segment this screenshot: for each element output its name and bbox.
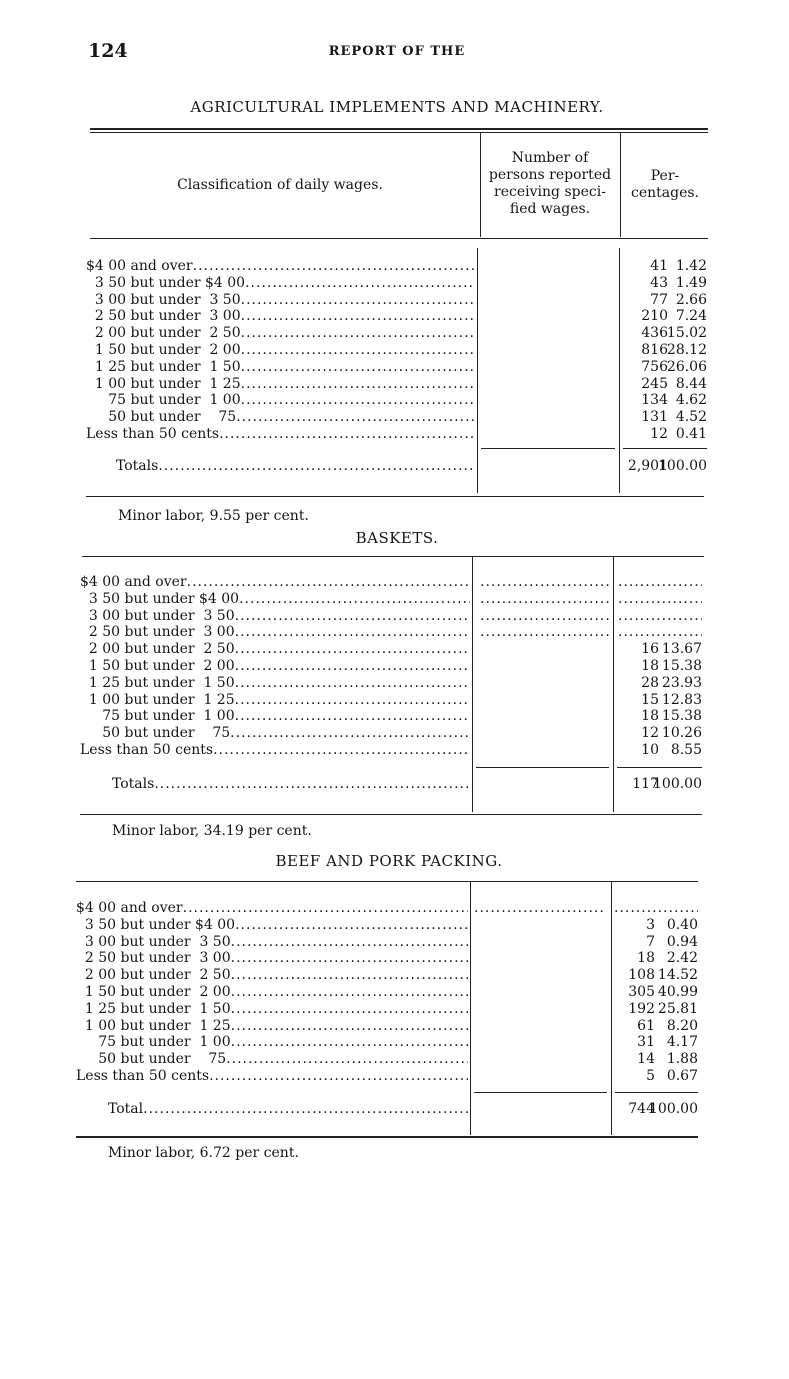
percentage-value: 14.52 [657,967,698,984]
rule-header-bottom [90,238,708,239]
empty-percent-leader [618,624,702,641]
running-head [86,40,708,64]
percentage-value: 4.52 [675,409,707,426]
wage-class-label: Less than 50 cents ..... [80,742,470,759]
table-row [80,641,702,658]
rule-bottom [76,1136,698,1138]
column-header-classification: Classification of daily wages. [177,177,383,193]
percentage-value: 25.81 [657,1000,698,1017]
table-row [86,292,708,309]
wage-class-label: 3 00 but under 3 50 ..... [80,608,470,625]
section-heading-baskets: BASKETS. [355,529,439,547]
table-row [76,1051,698,1068]
wage-class-label: 3 00 but under 3 50 ..... [76,934,468,951]
header-line: fied wages. [509,201,591,217]
total-count: 2,901 [627,458,668,474]
persons-count: 31 [637,1034,655,1051]
table-row [80,574,702,591]
wage-class-label: 75 but under 1 00 ..... [86,392,474,409]
table-row [80,692,702,709]
persons-count: 41 [650,258,668,274]
persons-count: 77 [650,291,668,308]
wage-class-label: 50 but under 75 ..... [80,725,470,742]
table-row [80,658,702,675]
rule-total [617,767,702,768]
section-heading-beef-pork: BEEF AND PORK PACKING. [275,852,503,870]
persons-count: 18 [641,658,659,674]
total-row [86,458,708,475]
persons-count: 816 [641,342,668,358]
header-divider [620,133,621,237]
percentage-value: 40.99 [657,984,698,1000]
empty-count-leader [480,624,612,641]
total-percent: 100.00 [653,776,702,792]
percentage-value: 23.93 [661,674,702,691]
wage-class-label: 2 50 but under 3 00 ..... [80,624,470,641]
header-divider [480,133,481,237]
percentage-value: 2.66 [675,291,707,308]
percentage-value: 1.88 [666,1051,698,1068]
wage-class-label: 2 00 but under 2 50 ..... [76,967,468,984]
wage-class-label: 2 00 but under 2 50 ..... [86,325,474,342]
persons-count: 134 [641,392,668,409]
wage-class-label: 75 but under 1 00 ..... [76,1034,468,1051]
page-number: 124 [88,40,128,62]
wage-class-label: 3 50 but under $4 00 ..... [86,275,474,292]
rule-top [76,881,698,882]
rule-top-inner [90,132,708,133]
percentage-value: 1.42 [675,258,707,274]
percentage-value: 0.67 [666,1068,698,1084]
running-title: REPORT OF THE [328,44,466,59]
percentage-value: 8.55 [670,742,702,758]
table-row [76,1034,698,1051]
empty-count-leader [480,608,612,625]
percentage-value: 15.02 [666,325,707,342]
percentage-value: 10.26 [661,725,702,742]
table-row [86,325,708,342]
table-row [86,376,708,393]
wage-class-label: 3 50 but under $4 00 ..... [80,591,470,608]
table-row [80,725,702,742]
persons-count: 7 [646,933,655,950]
table-row [80,591,702,608]
empty-percent-leader [618,608,702,625]
wage-class-label: 3 00 but under 3 50 ..... [86,292,474,309]
persons-count: 12 [650,426,668,442]
persons-count: 756 [641,358,668,375]
table-row [80,742,702,759]
percentage-value: 2.42 [666,950,698,967]
table-row [86,308,708,325]
total-percent: 100.00 [649,1101,698,1117]
persons-count: 15 [641,691,659,708]
table-row [86,426,708,443]
table-row [76,1018,698,1035]
wage-class-label: 1 50 but under 2 00 ..... [86,342,474,359]
table-row [76,984,698,1001]
total-row [80,776,702,793]
persons-count: 18 [641,708,659,725]
wage-class-label: 1 00 but under 1 25 ..... [76,1018,468,1035]
rule-top [90,128,708,130]
persons-count: 61 [637,1017,655,1034]
header-line: receiving speci- [494,184,606,200]
minor-labor-note: Minor labor, 9.55 per cent. [118,508,309,524]
wage-class-label: 1 25 but under 1 50 ..... [80,675,470,692]
wage-class-label: 1 50 but under 2 00 ..... [80,658,470,675]
wage-class-label: 1 50 but under 2 00 ..... [76,984,468,1001]
column-header-percentages [622,168,708,202]
percentage-value: 26.06 [666,358,707,375]
wage-class-label: 1 25 but under 1 50 ..... [86,359,474,376]
table-row [80,675,702,692]
percentage-value: 0.94 [666,933,698,950]
rule-total [615,1092,698,1093]
wage-class-label: 1 25 but under 1 50 ..... [76,1001,468,1018]
header-line: Number of [511,150,589,166]
wage-class-label: 2 00 but under 2 50 ..... [80,641,470,658]
persons-count: 3 [646,916,655,933]
persons-count: 14 [637,1051,655,1068]
empty-percent-leader [618,591,702,608]
wage-class-label: 50 but under 75 ..... [76,1051,468,1068]
persons-count: 18 [637,950,655,967]
percentage-value: 28.12 [666,342,707,358]
wage-class-label: 3 50 but under $4 00 ..... [76,917,468,934]
rule-total [481,448,615,449]
table-row [86,409,708,426]
minor-labor-note: Minor labor, 6.72 per cent. [108,1145,299,1161]
table-row [80,624,702,641]
rule-top [82,556,704,557]
empty-count-leader [480,574,612,591]
total-count: 744 [628,1101,655,1117]
table-row [86,392,708,409]
table-row [76,1001,698,1018]
rule-total [474,1092,607,1093]
table-row [76,950,698,967]
persons-count: 210 [641,308,668,325]
table-row [76,900,698,917]
persons-count: 12 [641,725,659,742]
wage-class-label: Less than 50 cents ..... [86,426,474,443]
table-row [80,708,702,725]
total-row [76,1101,698,1118]
wage-class-label: $4 00 and over ..... [86,258,474,275]
percentage-value: 1.49 [675,274,707,291]
wage-class-label: 75 but under 1 00 ..... [80,708,470,725]
persons-count: 108 [628,967,655,984]
percentage-value: 7.24 [675,308,707,325]
header-line: centages. [631,185,699,201]
percentage-value: 15.38 [661,708,702,725]
persons-count: 436 [641,325,668,342]
persons-count: 245 [641,375,668,392]
rule-total [476,767,609,768]
wage-class-label: 1 00 but under 1 25 ..... [86,376,474,393]
wage-class-label: 50 but under 75 ..... [86,409,474,426]
rule-total [623,448,707,449]
persons-count: 5 [646,1068,655,1084]
table-row [86,258,708,275]
minor-labor-note: Minor labor, 34.19 per cent. [112,823,312,839]
table-row [76,967,698,984]
percentage-value: 0.40 [666,916,698,933]
percentage-value: 8.20 [666,1017,698,1034]
empty-percent-leader [618,574,702,591]
wage-class-label: $4 00 and over ..... [76,900,468,917]
wage-class-label: 2 50 but under 3 00 ..... [86,308,474,325]
table-row [76,1068,698,1085]
table-row [76,917,698,934]
header-line: persons reported [488,167,612,183]
percentage-value: 13.67 [661,641,702,658]
percentage-value: 0.41 [675,426,707,442]
persons-count: 192 [628,1000,655,1017]
table-row [76,934,698,951]
percentage-value: 12.83 [661,691,702,708]
persons-count: 305 [628,984,655,1000]
empty-count-leader [474,900,606,917]
empty-count-leader [480,591,612,608]
persons-count: 28 [641,674,659,691]
wage-class-label: 2 50 but under 3 00 ..... [76,950,468,967]
header-line: Per- [650,168,680,184]
section-heading-agricultural: AGRICULTURAL IMPLEMENTS AND MACHINERY. [190,98,604,116]
column-header-persons [480,150,620,218]
total-label: Totals ..... [112,776,470,793]
table-row [86,342,708,359]
persons-count: 43 [650,274,668,291]
percentage-value: 8.44 [675,375,707,392]
persons-count: 131 [641,409,668,426]
empty-percent-leader [614,900,698,917]
rule-bottom [86,496,704,497]
percentage-value: 4.17 [666,1034,698,1051]
total-count: 117 [632,776,659,792]
percentage-value: 15.38 [661,658,702,674]
rule-bottom [80,814,702,815]
total-label: Totals ..... [116,458,474,475]
persons-count: 10 [641,742,659,758]
table-row [86,359,708,376]
total-percent: 100.00 [658,458,707,474]
wage-class-label: $4 00 and over ..... [80,574,470,591]
table-row [80,608,702,625]
wage-class-label: 1 00 but under 1 25 ..... [80,692,470,709]
wage-class-label: Less than 50 cents ..... [76,1068,468,1085]
total-label: Total ..... [108,1101,468,1118]
percentage-value: 4.62 [675,392,707,409]
table-row [86,275,708,292]
persons-count: 16 [641,641,659,658]
